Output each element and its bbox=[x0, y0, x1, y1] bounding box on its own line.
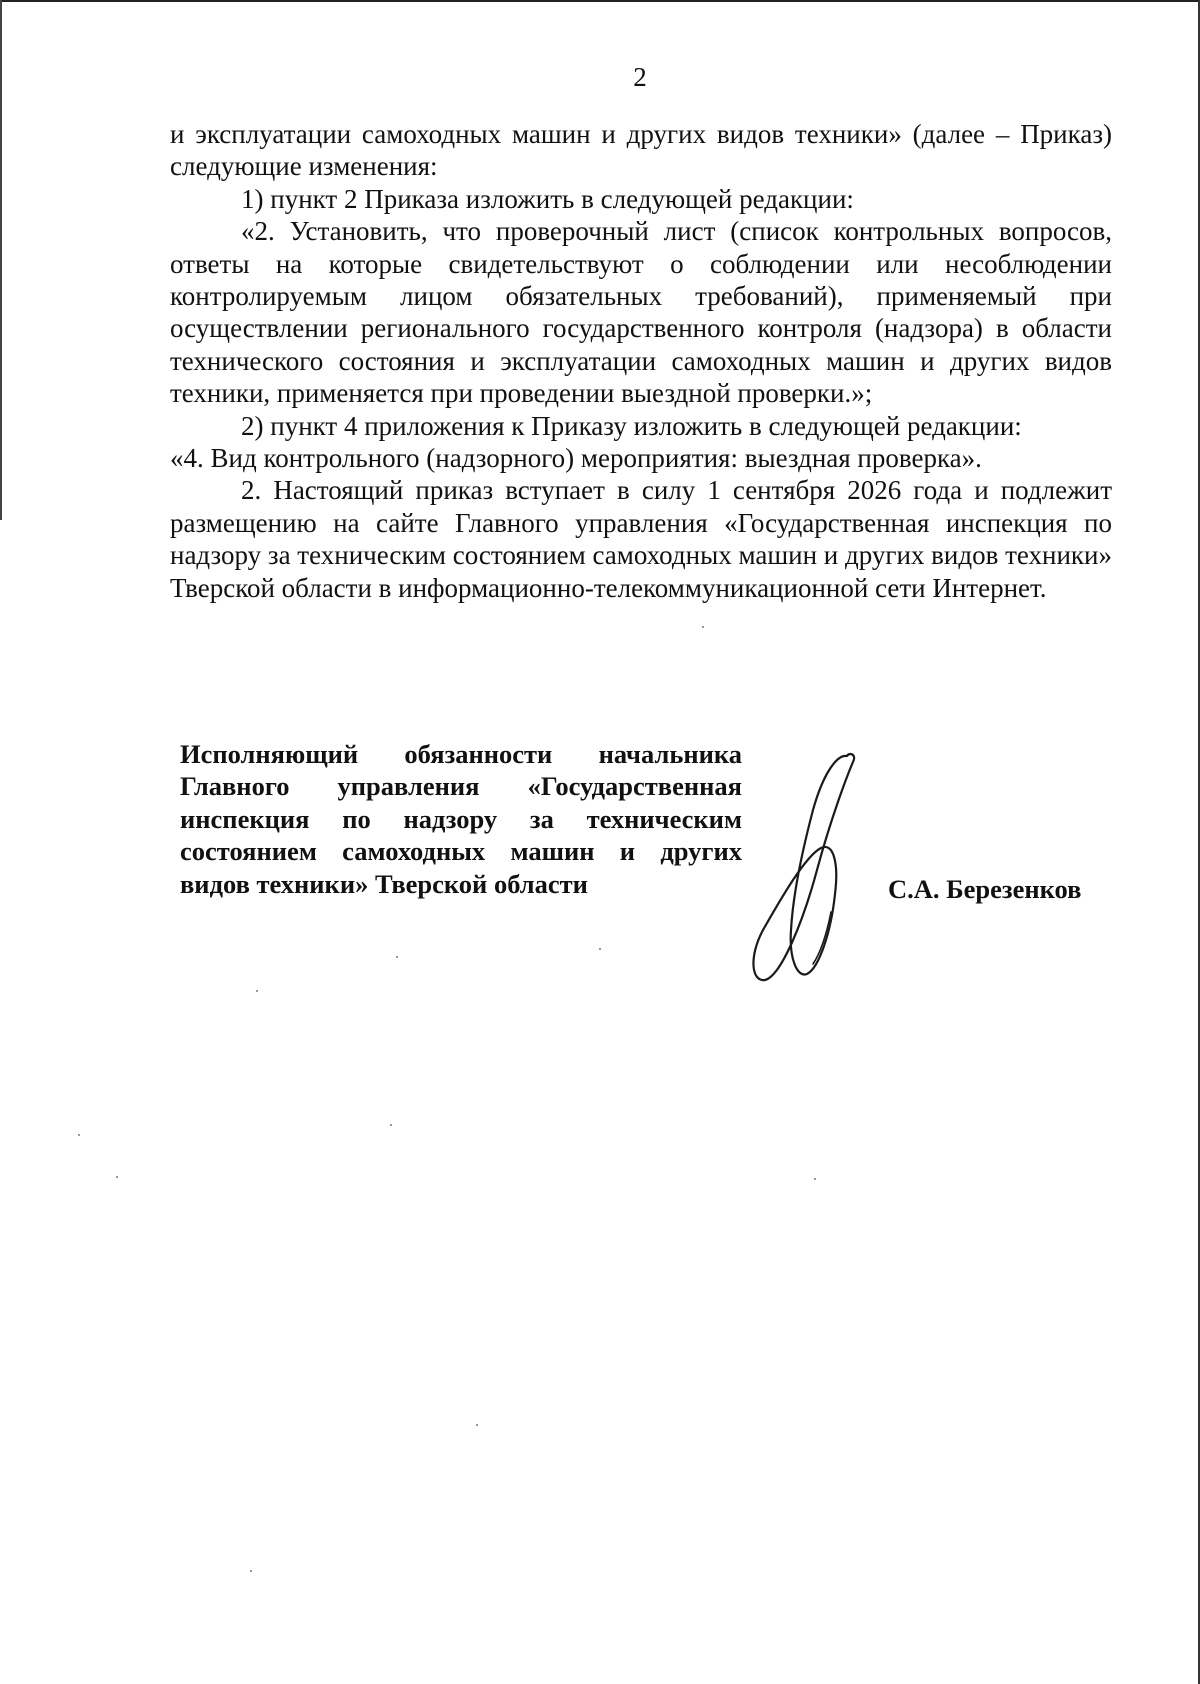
paragraph-item-1-text: «2. Установить, что проверочный лист (список контрольных вопросов, ответы на которые свидетельствуют о соблюдении или несоблюдении контролируемым лицом обязательных требований), применяемый при осуществлении регионального государственного контроля (надзора) в области технического состояния и эксплуатации самоходных машин и других видов техники, применяется при проведении выездной проверки.»; bbox=[170, 216, 1112, 409]
scan-speck bbox=[250, 1570, 252, 1572]
scan-edge-top bbox=[0, 0, 1200, 2]
signatory-position: Исполняющий обязанности начальника Главного управления «Государственная инспекция по надзору за техническим состоянием самоходных машин и других видов техники» Тверской области bbox=[180, 739, 742, 899]
scan-speck bbox=[814, 1178, 816, 1180]
handwritten-signature bbox=[735, 752, 865, 988]
page-number: 2 bbox=[633, 62, 647, 92]
scan-speck bbox=[702, 626, 704, 628]
scan-speck bbox=[78, 1134, 80, 1136]
paragraph-item-2-text: «4. Вид контрольного (надзорного) мероприятия: выездная проверка». bbox=[170, 443, 982, 474]
paragraph-item-1: 1) пункт 2 Приказа изложить в следующей редакции: bbox=[241, 183, 854, 214]
paragraph-continuation: и эксплуатации самоходных машин и других видов техники» (далее – Приказ) следующие изменения: bbox=[170, 119, 1112, 182]
scan-speck bbox=[256, 990, 258, 992]
scan-speck bbox=[396, 956, 398, 958]
document-body bbox=[170, 118, 1112, 604]
paragraph-item-2: 2) пункт 4 приложения к Приказу изложить в следующей редакции: bbox=[241, 410, 1022, 441]
scan-speck bbox=[116, 1176, 118, 1178]
scan-speck bbox=[476, 1424, 478, 1426]
scan-speck bbox=[390, 1124, 392, 1126]
paragraph-effective-date: 2. Настоящий приказ вступает в силу 1 сентября 2026 года и подлежит размещению на сайте Главного управления «Государственная инспекция по надзору за техническим состоянием самоходных машин и других видов техники» Тверской области в информационно-телекоммуникационной сети Интернет. bbox=[170, 475, 1112, 603]
signatory-name: С.А. Березенков bbox=[888, 874, 1082, 904]
scan-speck bbox=[599, 948, 601, 950]
